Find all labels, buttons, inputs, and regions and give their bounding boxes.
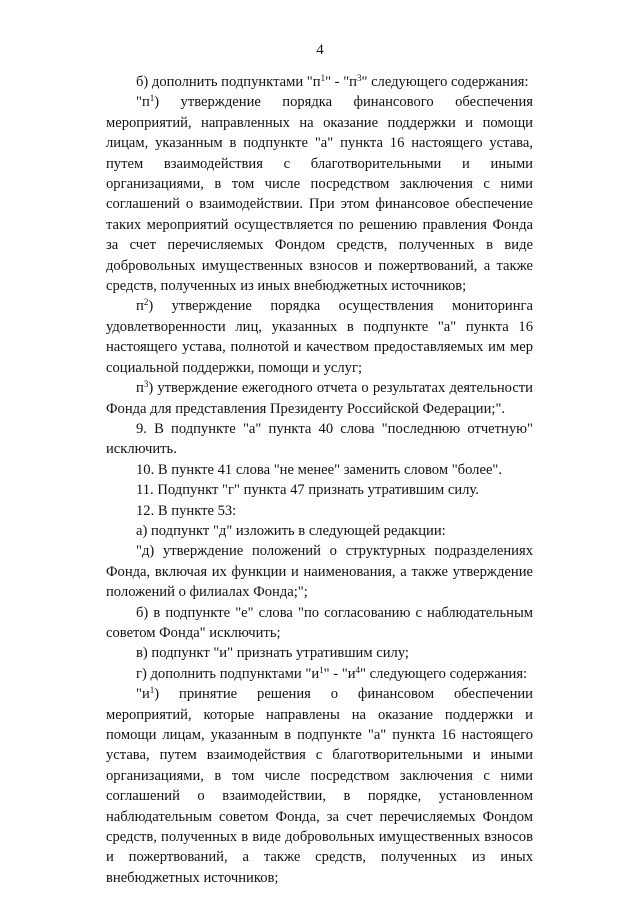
page-number: 4 (316, 42, 324, 58)
paragraph-item-12v: в) подпункт "и" признать утратившим силу; (136, 645, 409, 662)
superscript: 3 (143, 379, 149, 390)
paragraph-item-12b: б) в подпункте "е" слова "по согласованию с наблюдательным советом Фонда" исключить; (106, 604, 533, 641)
text-span: п (136, 298, 144, 315)
paragraph-p1 (106, 92, 533, 296)
text-span: " - "и (323, 665, 356, 682)
superscript: 2 (143, 297, 149, 308)
paragraph-item-12: 12. В пункте 53: (136, 502, 237, 519)
text-span: б) дополнить подпунктами "п (136, 74, 321, 90)
text-span: ) утверждение порядка финансового обеспечения мероприятий, направленных на оказание поддержки и помощи лицам, указанным в подпункте "а" пункта 16 настоящего устава, путем взаимодействия с благотворительными и иными организациями, в том числе посредством заключения с ними соглашений о взаимодействии. При этом финансовое обеспечение таких мероприятий осуществляется по решению правления Фонда за счет перечисляемых Фондом средств, полученных в виде добровольных имущественных взносов и пожертвований, а также средств, полученных из иных внебюджетных источников; (106, 94, 533, 295)
paragraph-p3 (106, 378, 533, 419)
superscript: 1 (149, 685, 155, 696)
text-span: п (136, 380, 144, 397)
paragraph-item-9: 9. В подпункте "а" пункта 40 слова "последнюю отчетную" исключить. (106, 420, 533, 458)
text-span: "и (136, 686, 150, 703)
superscript: 3 (356, 73, 362, 83)
paragraph-item-12a: а) подпункт "д" изложить в следующей редакции: (136, 522, 446, 539)
paragraph-item-10: 10. В пункте 41 слова "не менее" заменить словом "более". (136, 461, 503, 478)
superscript: 1 (149, 93, 155, 104)
text-span: " следующего содержания: (360, 665, 528, 682)
paragraph-b-intro (106, 72, 533, 92)
superscript: 1 (319, 664, 324, 675)
document-body (106, 72, 533, 888)
text-span: ) утверждение порядка осуществления мониторинга удовлетворенности лиц, указанных в подпункте "а" пункта 16 настоящего устава, полнотой и качеством предоставляемых им мер социальной поддержки, помощи и услуг; (106, 298, 533, 376)
superscript: 1 (320, 73, 326, 83)
text-span: ) утверждение ежегодного отчета о результатах деятельности Фонда для представления Президенту Российской Федерации;". (106, 380, 533, 417)
paragraph-item-11: 11. Подпункт "г" пункта 47 признать утратившим силу. (136, 482, 479, 499)
paragraph-p2 (106, 296, 533, 378)
paragraph-i1 (106, 684, 533, 888)
text-span: " - "п (325, 74, 357, 90)
superscript: 4 (355, 664, 361, 675)
text-span: "п (136, 94, 150, 111)
paragraph-g-intro (106, 664, 533, 684)
text-span: ) принятие решения о финансовом обеспечении мероприятий, которые направлены на оказание поддержки и помощи лицам, указанным в подпункте "а" пункта 16 настоящего устава, путем взаимодействия с благотворительными и иными организациями, в том числе посредством заключения с ними соглашений о взаимодействии, в порядке, установленном наблюдательным советом Фонда, за счет перечисляемых Фондом средств, полученных в виде добровольных имущественных взносов и пожертвований, а также средств, полученных из иных внебюджетных источников; (106, 686, 533, 886)
text-span: г) дополнить подпунктами "и (136, 665, 320, 682)
text-span: " следующего содержания: (361, 74, 529, 90)
paragraph-item-12a-text: "д) утверждение положений о структурных подразделениях Фонда, включая их функции и наименования, а также утверждение положений о филиалах Фонда;"; (106, 543, 533, 601)
